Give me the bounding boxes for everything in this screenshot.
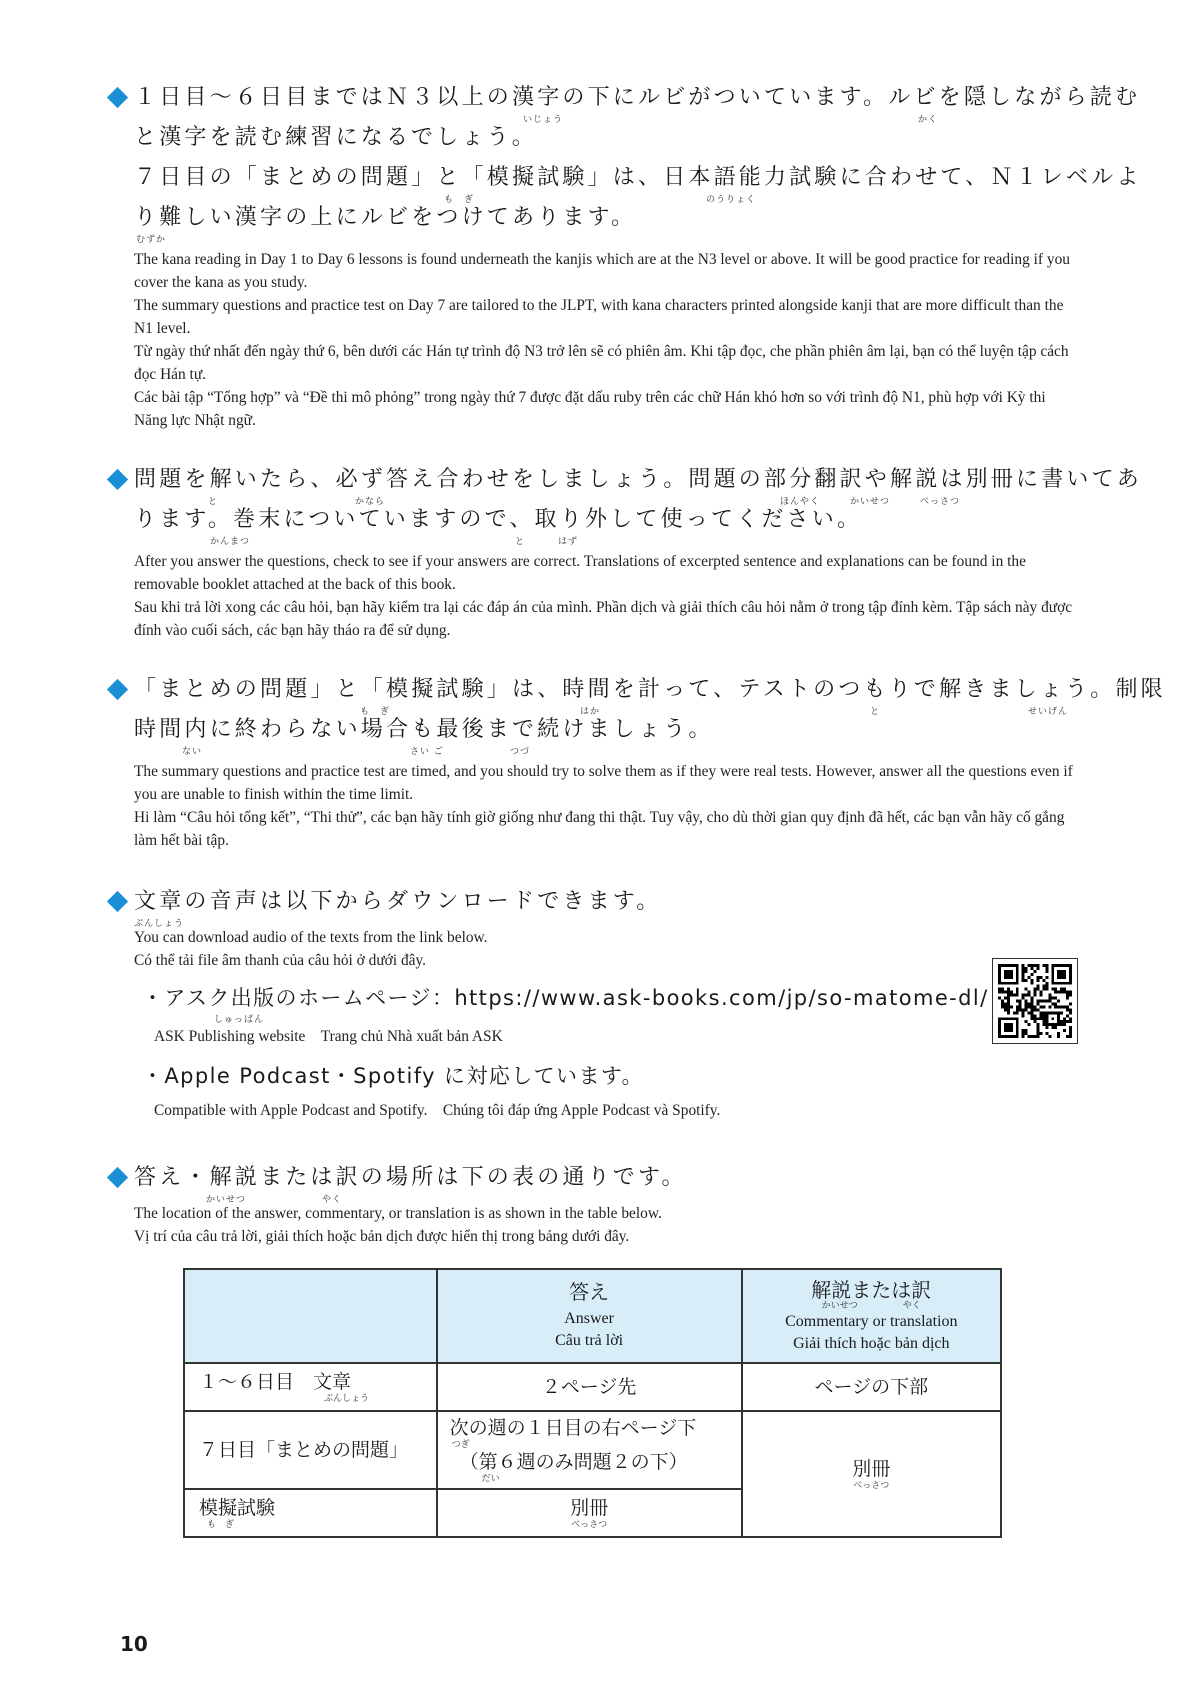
jp-line bbox=[110, 710, 1080, 750]
ruby-text: はず bbox=[558, 537, 579, 547]
caption-text: ASK Publishing website Trang chủ Nhà xuất bản ASK bbox=[154, 1028, 503, 1045]
website-link[interactable]: ・アスク出版のホームページ：https://www.ask-books.com/jp/so-matome-dl/ bbox=[142, 986, 989, 1010]
row-answer bbox=[437, 1489, 742, 1537]
table-header-answer bbox=[437, 1269, 742, 1363]
table-header-commentary bbox=[742, 1269, 1001, 1363]
note-table-intro bbox=[110, 1158, 1080, 1248]
jp-text: １日目～６日目まではＮ３以上の漢字の下にルビがついています。ルビを隠しながら読む bbox=[134, 85, 1141, 110]
row-label bbox=[184, 1411, 437, 1489]
ruby-text: かいせつ bbox=[850, 497, 891, 507]
header-jp: 答え bbox=[569, 1280, 610, 1304]
row-label-text: １～６日目 文章 bbox=[199, 1371, 352, 1393]
jp-text: り難しい漢字の上にルビをつけてあります。 bbox=[134, 205, 637, 230]
ruby-text: かく bbox=[918, 115, 939, 125]
english-text: The kana reading in Day 1 to Day 6 lessons is found underneath the kanjis which are at the N3 level or above. It will be good practice for reading if you cover the kana as you study. bbox=[134, 251, 1070, 291]
note-timed bbox=[110, 670, 1166, 852]
answer-ruby: だい bbox=[481, 1474, 500, 1484]
caption-text: Compatible with Apple Podcast and Spotify. Chúng tôi đáp ứng Apple Podcast và Spotify. bbox=[154, 1102, 721, 1119]
note-heading-line bbox=[110, 882, 1080, 922]
table-row bbox=[184, 1363, 1001, 1411]
podcast-bullet bbox=[110, 1056, 1080, 1096]
translation-block bbox=[110, 550, 1080, 642]
answer-text: （第６週のみ問題２の下） bbox=[459, 1451, 688, 1473]
english-text: The location of the answer, commentary, or translation is as shown in the table below. bbox=[134, 1205, 662, 1222]
ruby-text: つづ bbox=[510, 747, 531, 757]
ruby-text: ほんやく bbox=[780, 497, 821, 507]
diamond-bullet-icon bbox=[107, 87, 128, 108]
row-label bbox=[184, 1489, 437, 1537]
ruby-text: かんまつ bbox=[210, 537, 251, 547]
ruby-text: も ぎ bbox=[360, 707, 391, 717]
website-caption bbox=[110, 1026, 1080, 1048]
row-label-ruby: も ぎ bbox=[207, 1520, 235, 1530]
answer-ruby: べっさつ bbox=[571, 1520, 608, 1530]
header-jp: 解説または訳 bbox=[811, 1277, 932, 1302]
english-text: The summary questions and practice test are timed, and you should try to solve them as if they were real tests. However, answer all the questions even if you are unable to finish within the time limit. bbox=[134, 763, 1073, 803]
answer-text: 別冊 bbox=[570, 1497, 609, 1519]
diamond-bullet-icon bbox=[107, 679, 128, 700]
note-heading-line bbox=[110, 1158, 1080, 1198]
ruby-text: ぶんしょう bbox=[134, 919, 185, 929]
diamond-bullet-icon bbox=[107, 1167, 128, 1188]
podcast-caption bbox=[110, 1100, 1080, 1122]
ruby-text: べっさつ bbox=[920, 497, 961, 507]
jp-text: ７日目の「まとめの問題」と「模擬試験」は、日本語能力試験に合わせて、Ｎ１レベルよ bbox=[134, 165, 1142, 190]
podcast-text: ・Apple Podcast・Spotify に対応しています。 bbox=[142, 1064, 644, 1088]
row-label-ruby: ぶんしょう bbox=[324, 1394, 370, 1404]
note-answers bbox=[110, 460, 1143, 642]
jp-text: 時間内に終わらない場合も最後まで続けましょう。 bbox=[134, 717, 714, 742]
ruby-text: かいせつ bbox=[206, 1195, 247, 1205]
translation-block bbox=[110, 1202, 1080, 1248]
ruby-text: はか bbox=[580, 707, 601, 717]
row-answer bbox=[437, 1363, 742, 1411]
ruby-text: かなら bbox=[355, 497, 386, 507]
header-ruby: かいせつ やく bbox=[821, 1300, 921, 1311]
ruby-text: のうりょく bbox=[706, 195, 757, 205]
translation-block bbox=[110, 248, 1080, 432]
jp-line bbox=[110, 158, 1142, 198]
header-vi: Câu trả lời bbox=[555, 1332, 624, 1349]
vietnamese-text: Vị trí của câu trả lời, giải thích hoặc bản dịch được hiển thị trong bảng dưới đây. bbox=[134, 1228, 630, 1245]
english-text: You can download audio of the texts from the link below. bbox=[134, 929, 488, 946]
ruby-text: と bbox=[515, 537, 526, 547]
jp-text: ります。巻末についていますので、取り外して使ってください。 bbox=[134, 507, 863, 532]
ruby-text: ない bbox=[182, 747, 203, 757]
commentary-text: 別冊 bbox=[852, 1458, 891, 1480]
commentary-ruby: べっさつ bbox=[853, 1481, 890, 1491]
ruby-text: と bbox=[870, 707, 881, 717]
jp-line bbox=[110, 118, 1080, 158]
header-vi: Giải thích hoặc bản dịch bbox=[793, 1334, 950, 1352]
translation-block bbox=[110, 926, 1080, 972]
jp-text: 文章の音声は以下からダウンロードできます。 bbox=[134, 889, 662, 914]
ruby-text: せいげん bbox=[1028, 707, 1069, 717]
header-en: Answer bbox=[564, 1310, 614, 1327]
ruby-text: しゅっぱん bbox=[214, 1015, 265, 1025]
diamond-bullet-icon bbox=[107, 469, 128, 490]
row-label-text: ７日目「まとめの問題」 bbox=[199, 1439, 409, 1461]
commentary-text: ページの下部 bbox=[814, 1376, 929, 1398]
jp-line bbox=[110, 198, 1080, 238]
note-ruby bbox=[110, 78, 1142, 432]
ruby-text: いじょう bbox=[523, 115, 564, 125]
table-header-row bbox=[184, 1269, 1001, 1363]
ruby-text: と bbox=[208, 497, 219, 507]
location-table bbox=[183, 1268, 1002, 1538]
translation-block bbox=[110, 760, 1080, 852]
note-audio bbox=[110, 882, 1080, 1122]
vietnamese-text: Có thể tải file âm thanh của câu hỏi ở dưới đây. bbox=[134, 952, 427, 969]
vietnamese-text: Các bài tập “Tổng hợp” và “Đề thi mô phỏng” trong ngày thứ 7 được đặt dấu ruby trên các chữ Hán khó hơn so với trình độ N1, phù hợp với Kỳ thi Năng lực Nhật ngữ. bbox=[134, 389, 1046, 429]
table-row bbox=[184, 1411, 1001, 1489]
row-answer bbox=[437, 1411, 742, 1489]
answer-ruby: つぎ bbox=[451, 1440, 470, 1450]
row-commentary-merged bbox=[742, 1411, 1001, 1537]
english-text: After you answer the questions, check to see if your answers are correct. Translations of excerpted sentence and explanations can be found in the removable booklet attached at the back of this book. bbox=[134, 553, 1026, 593]
ruby-text: むずか bbox=[136, 235, 167, 245]
header-en: Commentary or translation bbox=[785, 1312, 958, 1330]
ruby-text: やく bbox=[322, 1195, 343, 1205]
jp-line bbox=[110, 500, 1080, 540]
english-text: The summary questions and practice test on Day 7 are tailored to the JLPT, with kana characters printed alongside kanji that are more difficult than the N1 level. bbox=[134, 297, 1064, 337]
row-label bbox=[184, 1363, 437, 1411]
answer-text: ２ページ先 bbox=[541, 1376, 637, 1398]
ruby-text: も ぎ bbox=[444, 195, 475, 205]
row-commentary bbox=[742, 1363, 1001, 1411]
ruby-text: さい ご bbox=[410, 747, 444, 757]
vietnamese-text: Hi làm “Câu hỏi tổng kết”, “Thi thử”, các bạn hãy tính giờ giống như đang thi thật. Tuy vậy, cho dù thời gian quy định đã hết, các bạn vẫn hãy cố gắng làm hết bài tập. bbox=[134, 809, 1065, 849]
row-label-text: 模擬試験 bbox=[199, 1497, 276, 1519]
qr-code-graphic bbox=[998, 964, 1072, 1038]
diamond-bullet-icon bbox=[107, 891, 128, 912]
vietnamese-text: Từ ngày thứ nhất đến ngày thứ 6, bên dưới các Hán tự trình độ N3 trở lên sẽ có phiên âm. Khi tập đọc, che phần phiên âm lại, bạn có thể luyện tập cách đọc Hán tự. bbox=[134, 343, 1069, 383]
vietnamese-text: Sau khi trả lời xong các câu hỏi, bạn hãy kiểm tra lại các đáp án của mình. Phần dịch và giải thích câu hỏi nằm ở trong tập đính kèm. Tập sách này được đính vào cuối sách, các bạn hãy tháo ra để sử dụng. bbox=[134, 599, 1073, 639]
jp-text: と漢字を読む練習になるでしょう。 bbox=[134, 125, 537, 150]
jp-text: 「まとめの問題」と「模擬試験」は、時間を計って、テストのつもりで解きましょう。制限 bbox=[134, 677, 1166, 702]
table-header-empty bbox=[184, 1269, 437, 1363]
answer-text: 次の週の１日目の右ページ下 bbox=[449, 1417, 697, 1439]
jp-text: 問題を解いたら、必ず答え合わせをしましょう。問題の部分翻訳や解説は別冊に書いてあ bbox=[134, 467, 1143, 492]
jp-text: 答え・解説または訳の場所は下の表の通りです。 bbox=[134, 1165, 687, 1190]
qr-code-icon[interactable] bbox=[992, 958, 1078, 1044]
page-number: 10 bbox=[120, 1632, 148, 1656]
